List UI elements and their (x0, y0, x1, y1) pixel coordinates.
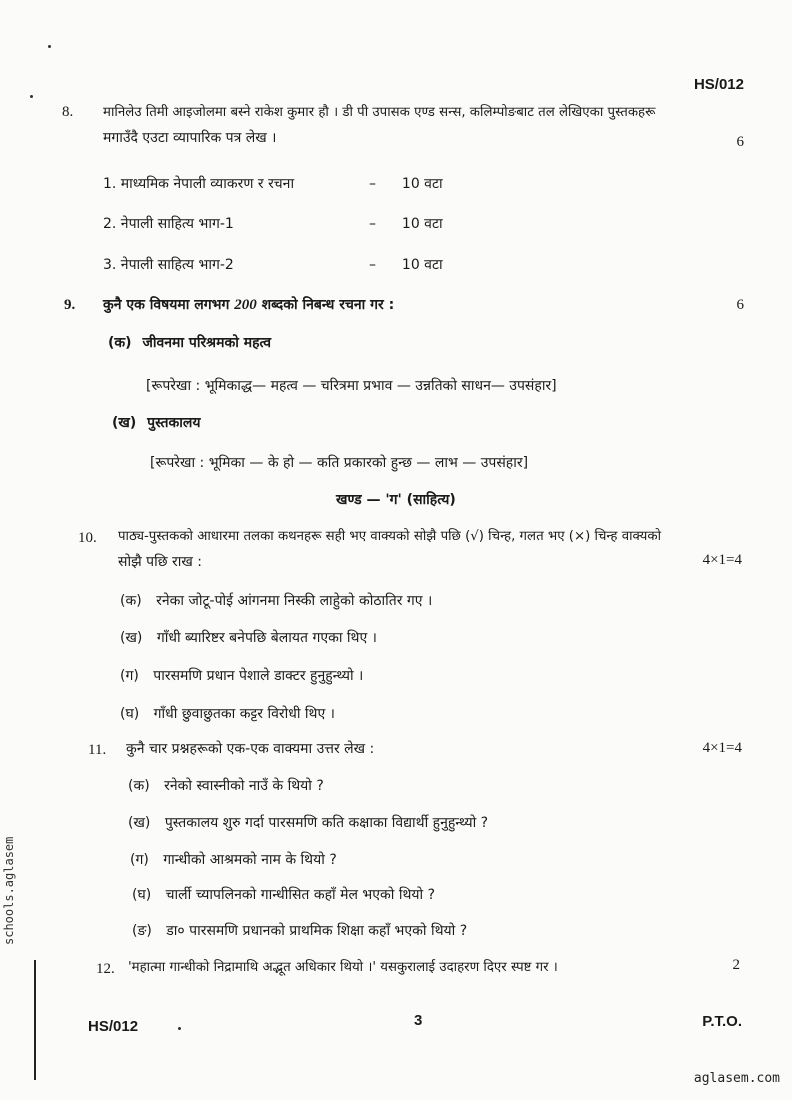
scan-speck (48, 45, 51, 48)
q9-option-ka (108, 333, 271, 352)
book-dash: – (368, 257, 376, 273)
q9-word-count: 200 (234, 297, 257, 313)
q11-item (130, 850, 337, 869)
book-dash: – (368, 216, 376, 232)
q10-item (120, 591, 432, 610)
q9-option-ka-outline: [रूपरेखा : भूमिकाद्ध— महत्व — चरित्रमा प्रभाव — उन्नतिको साधन— उपसंहार] (146, 378, 557, 394)
item-label: (ग) (120, 668, 139, 684)
scan-speck (30, 95, 33, 98)
item-label: (ग) (130, 852, 149, 868)
item-label: (क) (120, 593, 142, 609)
q11-item (128, 813, 488, 832)
q9-option-kha-outline: [रूपरेखा : भूमिका — के हो — कति प्रकारको हुन्छ — लाभ — उपसंहार] (150, 455, 529, 471)
q9-text-after: शब्दको निबन्ध रचना गर : (256, 297, 395, 313)
item-label: (क) (128, 778, 150, 794)
item-text: रनेका जोटू-पोई आंगनमा निस्की लाहुेको कोठातिर गए । (156, 593, 433, 609)
page-number: 3 (414, 1012, 423, 1029)
q10-item (120, 666, 363, 685)
item-text: डा० पारसमणि प्रधानको प्राथमिक शिक्षा कहाँ भएको थियो ? (166, 923, 468, 939)
q8-text-line2: मगाउँदै एउटा व्यापारिक पत्र लेख । (103, 130, 277, 146)
q8-number: 8. (62, 104, 74, 120)
q8-text-line1: मानिलेउ तिमी आइजोलमा बस्ने राकेश कुमार हौ । डी पी उपासक एण्ड सन्स, कलिम्पोङबाट तल लेखिएका पुस्तकहरू (103, 105, 656, 120)
q12-number: 12. (96, 961, 115, 977)
corner-watermark: aglasem.com (693, 1071, 780, 1086)
section-heading: खण्ड — 'ग' (साहित्य) (336, 492, 456, 508)
q9-option-kha (112, 413, 201, 432)
q9-text-before: कुनै एक विषयमा लगभग (103, 297, 235, 313)
q11-number: 11. (88, 742, 107, 758)
item-text: गान्धीको आश्रमको नाम के थियो ? (163, 852, 337, 868)
item-text: रनेको स्वास्नीको नाउँ के थियो ? (164, 778, 324, 794)
item-label: (ङ) (132, 923, 152, 939)
item-label: (घ) (120, 706, 140, 722)
item-label: (ख) (120, 630, 143, 646)
book-name: 3. नेपाली साहित्य भाग-2 (103, 257, 234, 273)
item-text: गाँधी ब्यारिष्टर बनेपछि बेलायत गएका थिए । (156, 630, 377, 646)
item-text: पुस्तकालय शुरु गर्दा पारसमणि कति कक्षाका विद्यार्थी हुनुहुन्थ्यो ? (164, 815, 489, 831)
book-qty: 10 वटा (401, 257, 443, 273)
item-label: (ख) (128, 815, 151, 831)
q10-number: 10. (78, 530, 97, 546)
book-name: 2. नेपाली साहित्य भाग-1 (103, 216, 234, 232)
q10-text-line1: पाठ्य-पुस्तकको आधारमा तलका कथनहरू सही भए वाक्यको सोझै पछि (√) चिन्ह, गलत भए (×) चिन्ह वाक्यको (118, 529, 662, 544)
q10-item (120, 628, 377, 647)
q10-item (120, 704, 335, 723)
q11-item (132, 921, 467, 940)
q12-marks: 2 (732, 957, 740, 973)
q8-marks: 6 (736, 134, 744, 150)
q11-marks: 4×1=4 (702, 740, 742, 756)
q9-number: 9. (64, 297, 76, 313)
item-label: (घ) (132, 887, 152, 903)
q12-text: 'महात्मा गान्धीको निद्रामाथि अद्भूत अधिकार थियो ।' यसकुरालाई उदाहरण दिएर स्पष्ट गर । (128, 960, 558, 975)
option-title: जीवनमा परिश्रमको महत्व (142, 335, 272, 351)
margin-line (34, 960, 36, 1080)
book-qty: 10 वटा (401, 216, 443, 232)
q11-text: कुनै चार प्रश्नहरूको एक-एक वाक्यमा उत्तर लेख : (126, 741, 375, 757)
q8-book-1 (103, 174, 443, 193)
q9-marks: 6 (736, 297, 744, 313)
item-text: चार्ली च्यापलिनको गान्धीसित कहाँ मेल भएको थियो ? (165, 887, 436, 903)
q8-book-3 (103, 255, 443, 274)
book-dash: – (368, 176, 376, 192)
book-qty: 10 वटा (401, 176, 443, 192)
paper-code-footer: HS/012 (88, 1018, 139, 1035)
q11-item (132, 885, 435, 904)
q10-text-line2: सोझै पछि राख : (118, 554, 202, 570)
q10-marks: 4×1=4 (702, 552, 742, 568)
side-watermark: schools.aglasem (2, 836, 16, 945)
scan-speck (178, 1027, 181, 1030)
item-text: पारसमणि प्रधान पेशाले डाक्टर हुनुहुन्थ्यो । (153, 668, 364, 684)
option-label: (ख) (112, 415, 137, 431)
option-title: पुस्तकालय (147, 415, 201, 431)
q8-book-2 (103, 214, 443, 233)
page-turn-over: P.T.O. (702, 1013, 742, 1030)
paper-code-header: HS/012 (693, 76, 744, 93)
q9-text (103, 295, 394, 314)
item-text: गाँधी छुवाछुतका कट्टर विरोधी थिए । (153, 706, 335, 722)
book-name: 1. माध्यमिक नेपाली व्याकरण र रचना (103, 176, 295, 192)
q11-item (128, 776, 324, 795)
option-label: (क) (108, 335, 132, 351)
